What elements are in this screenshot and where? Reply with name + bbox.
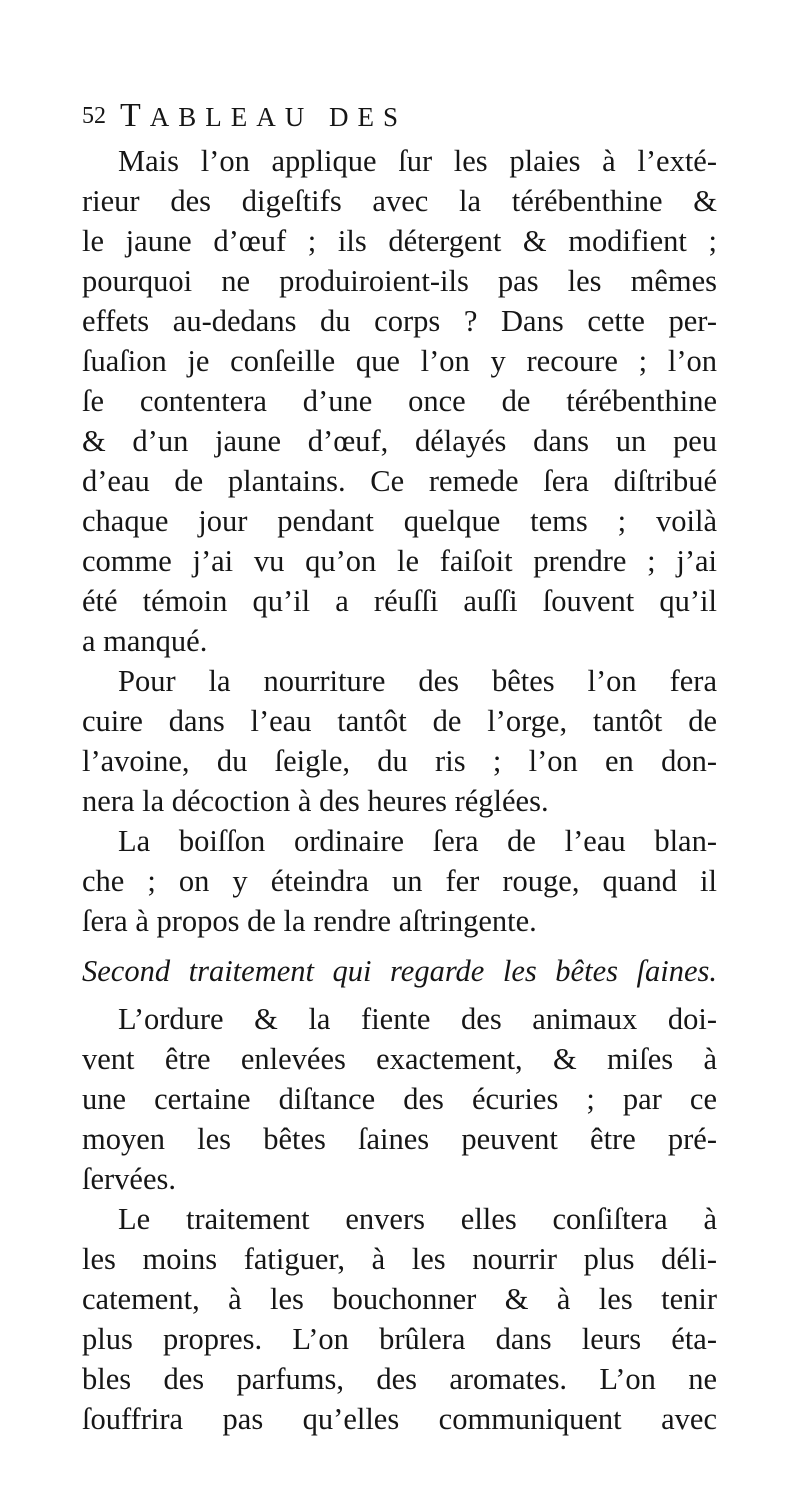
text-line: comme j’ai vu qu’on le faiſoit prendre ; j’ai: [82, 544, 717, 578]
text-line: plus propres. L’on brûlera dans leurs éta-: [82, 1322, 717, 1356]
text-line: che ; on y éteindra un fer rouge, quand il: [82, 864, 717, 898]
running-head: [82, 96, 782, 136]
text-line: a manqué.: [82, 624, 208, 658]
text-line: L’ordure & la fiente des animaux doi-: [118, 1002, 717, 1036]
text-line: ſera à propos de la rendre aſtringente.: [82, 904, 537, 938]
text-line: d’eau de plantains. Ce remede ſera diſtribué: [82, 464, 717, 498]
text-line: moyen les bêtes ſaines peuvent être pré-: [82, 1122, 717, 1156]
text-line: ſervées.: [82, 1162, 176, 1196]
text-line: ſouffrira pas qu’elles communiquent avec: [82, 1402, 717, 1436]
text-line: La boiſſon ordinaire ſera de l’eau blan-: [118, 824, 717, 858]
text-line: Le traitement envers elles conſiſtera à: [118, 1202, 717, 1236]
text-line: les moins fatiguer, à les nourrir plus déli-: [82, 1242, 717, 1276]
text-line: ſuaſion je conſeille que l’on y recoure ; l’on: [82, 344, 717, 378]
text-line: catement, à les bouchonner & à les tenir: [82, 1282, 717, 1316]
text-line: l’avoine, du ſeigle, du ris ; l’on en don-: [82, 744, 717, 778]
text-line: Pour la nourriture des bêtes l’on fera: [118, 664, 717, 698]
text-line: Mais l’on applique ſur les plaies à l’exté-: [118, 144, 717, 178]
section-heading: Second traitement qui regarde les bêtes ſaines.: [82, 954, 717, 988]
running-title: TABLEAU DES: [120, 97, 408, 134]
text-line: cuire dans l’eau tantôt de l’orge, tantôt de: [82, 704, 717, 738]
text-line: le jaune d’œuf ; ils détergent & modifient ;: [82, 224, 717, 258]
page-number: 52: [82, 103, 106, 129]
text-line: nera la décoction à des heures réglées.: [82, 784, 549, 818]
text-line: une certaine diſtance des écuries ; par ce: [82, 1082, 717, 1116]
text-line: effets au-dedans du corps ? Dans cette per-: [82, 304, 717, 338]
text-line: été témoin qu’il a réuſſi auſſi ſouvent qu’il: [82, 584, 717, 618]
text-line: chaque jour pendant quelque tems ; voilà: [82, 504, 717, 538]
text-line: bles des parfums, des aromates. L’on ne: [82, 1362, 717, 1396]
text-line: rieur des digeſtifs avec la térébenthine &: [82, 184, 717, 218]
text-line: ſe contentera d’une once de térébenthine: [82, 384, 717, 418]
text-line: pourquoi ne produiroient-ils pas les mêmes: [82, 264, 717, 298]
body-text: [82, 141, 717, 1439]
text-line: & d’un jaune d’œuf, délayés dans un peu: [82, 424, 717, 458]
text-line: vent être enlevées exactement, & miſes à: [82, 1042, 717, 1076]
